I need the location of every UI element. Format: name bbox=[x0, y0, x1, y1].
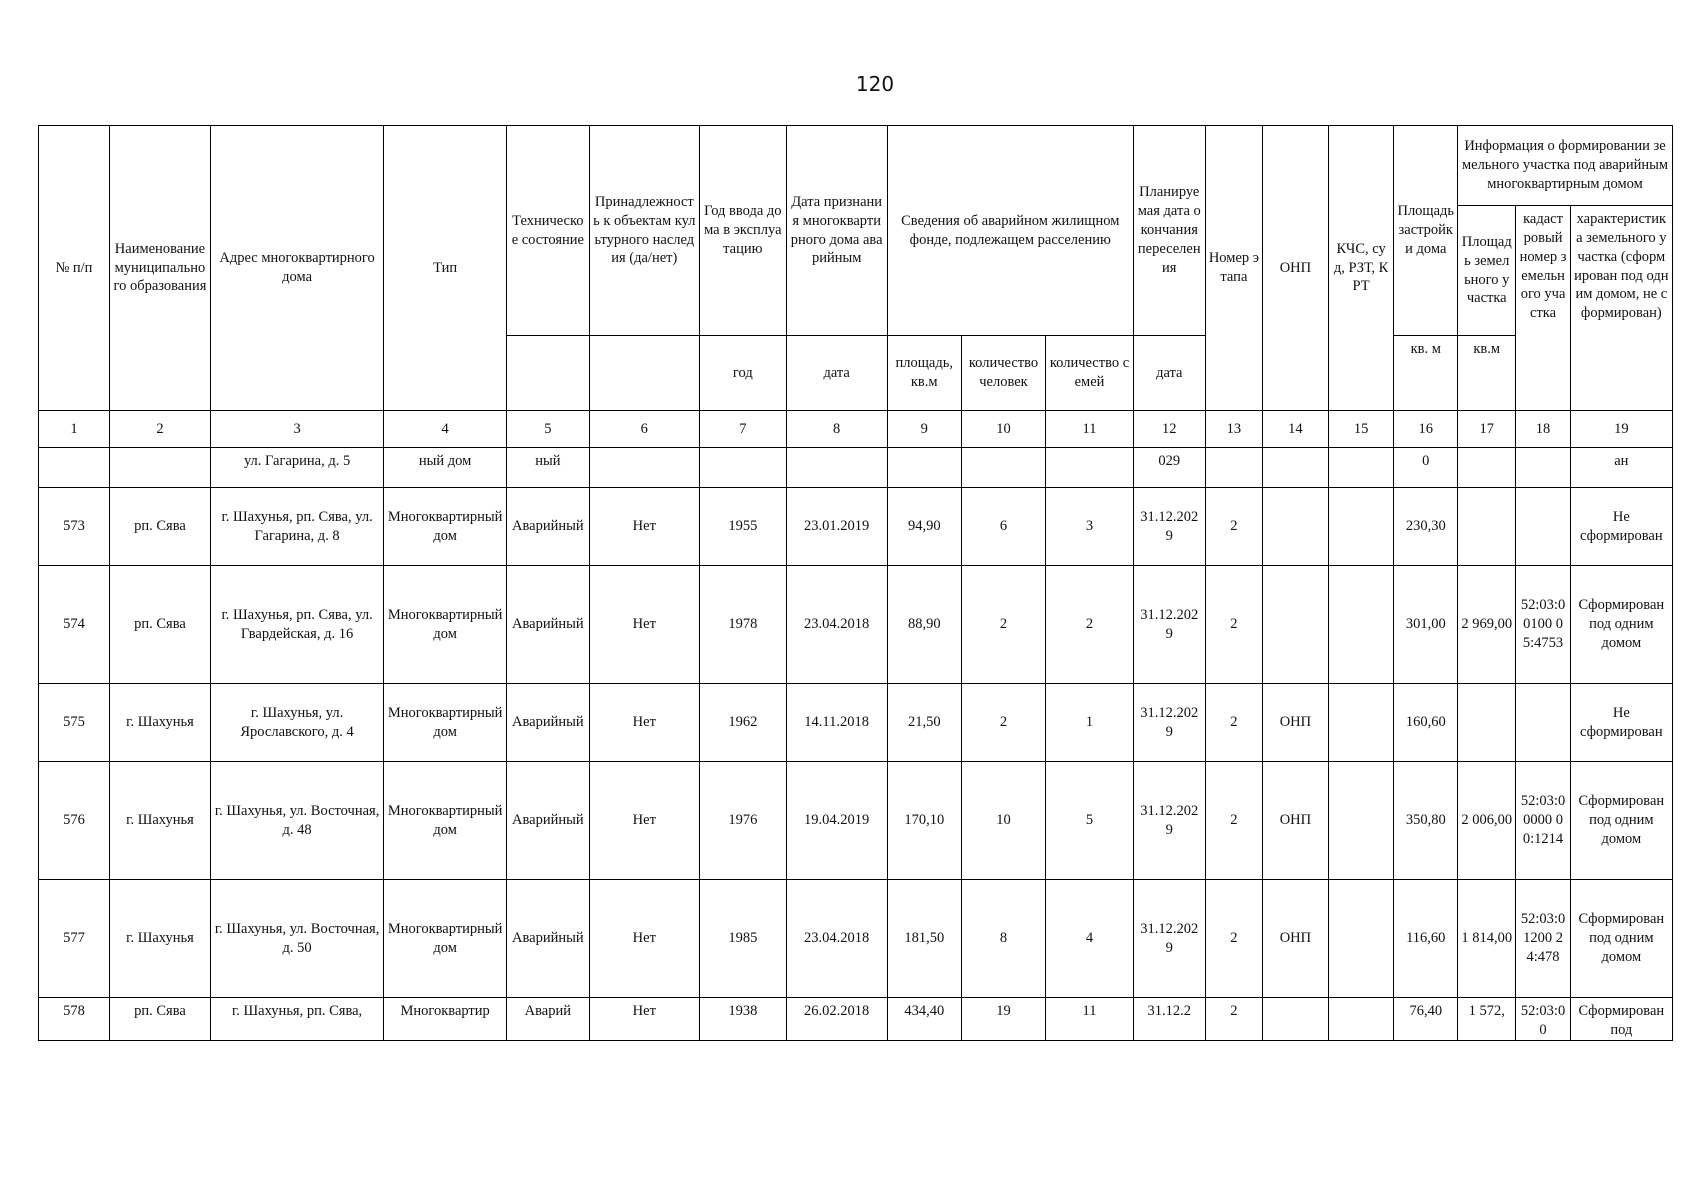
header-sub-people: количество человек bbox=[961, 336, 1045, 411]
cell-condition: ный bbox=[507, 448, 589, 488]
cell-date-emergency: 23.04.2018 bbox=[786, 566, 887, 684]
column-number: 6 bbox=[589, 411, 700, 448]
header-heritage-cont bbox=[589, 336, 700, 411]
cell-area: 170,10 bbox=[887, 762, 961, 880]
cell-cadastral bbox=[1516, 684, 1570, 762]
cell-date-emergency bbox=[786, 448, 887, 488]
cell-heritage bbox=[589, 448, 700, 488]
cell-municipality: рп. Сява bbox=[109, 998, 210, 1041]
cell-municipality: г. Шахунья bbox=[109, 762, 210, 880]
cell-stage: 2 bbox=[1205, 998, 1262, 1041]
cell-planned-end: 31.12.2029 bbox=[1133, 880, 1205, 998]
cell-land-char: Сформирован под bbox=[1570, 998, 1672, 1041]
cell-land-char: ан bbox=[1570, 448, 1672, 488]
table-row bbox=[39, 488, 1673, 566]
cell-area: 88,90 bbox=[887, 566, 961, 684]
cell-year-built: 1955 bbox=[700, 488, 787, 566]
header-condition-cont bbox=[507, 336, 589, 411]
cell-kchs bbox=[1328, 762, 1394, 880]
cell-people: 10 bbox=[961, 762, 1045, 880]
cell-date-emergency: 19.04.2019 bbox=[786, 762, 887, 880]
cell-area: 434,40 bbox=[887, 998, 961, 1041]
cell-stage bbox=[1205, 448, 1262, 488]
column-number: 9 bbox=[887, 411, 961, 448]
cell-area: 181,50 bbox=[887, 880, 961, 998]
cell-building-area: 350,80 bbox=[1394, 762, 1458, 880]
cell-land-area: 2 969,00 bbox=[1458, 566, 1516, 684]
cell-municipality: г. Шахунья bbox=[109, 880, 210, 998]
cell-address: г. Шахунья, рп. Сява, ул. Гагарина, д. 8 bbox=[211, 488, 384, 566]
cell-num bbox=[39, 448, 110, 488]
emergency-housing-table bbox=[38, 125, 1673, 1041]
column-number: 10 bbox=[961, 411, 1045, 448]
cell-condition: Аварийный bbox=[507, 880, 589, 998]
header-sub-families: количество семей bbox=[1046, 336, 1134, 411]
cell-year-built: 1985 bbox=[700, 880, 787, 998]
cell-condition: Аварийный bbox=[507, 566, 589, 684]
cell-address: г. Шахунья, ул. Восточная, д. 48 bbox=[211, 762, 384, 880]
column-number: 12 bbox=[1133, 411, 1205, 448]
cell-type: Многоквартир bbox=[384, 998, 507, 1041]
cell-stage: 2 bbox=[1205, 762, 1262, 880]
cell-type: Многоквартирный дом bbox=[384, 684, 507, 762]
cell-building-area: 230,30 bbox=[1394, 488, 1458, 566]
header-sub-area: площадь, кв.м bbox=[887, 336, 961, 411]
cell-condition: Аварийный bbox=[507, 684, 589, 762]
cell-stage: 2 bbox=[1205, 488, 1262, 566]
cell-land-char: Сформирован под одним домом bbox=[1570, 762, 1672, 880]
cell-people: 2 bbox=[961, 566, 1045, 684]
header-row-1 bbox=[39, 126, 1673, 206]
cell-kchs bbox=[1328, 880, 1394, 998]
column-number: 7 bbox=[700, 411, 787, 448]
column-number: 19 bbox=[1570, 411, 1672, 448]
cell-kchs bbox=[1328, 566, 1394, 684]
column-number: 18 bbox=[1516, 411, 1570, 448]
header-condition: Техническое состояние bbox=[507, 126, 589, 336]
cell-type: Многоквартирный дом bbox=[384, 880, 507, 998]
cell-building-area: 160,60 bbox=[1394, 684, 1458, 762]
header-type: Тип bbox=[384, 126, 507, 411]
cell-families: 2 bbox=[1046, 566, 1134, 684]
header-land-area: Площадь земельного участка bbox=[1458, 206, 1516, 336]
column-number: 4 bbox=[384, 411, 507, 448]
table-row bbox=[39, 880, 1673, 998]
cell-families: 11 bbox=[1046, 998, 1134, 1041]
cell-onp: ОНП bbox=[1263, 684, 1329, 762]
cell-heritage: Нет bbox=[589, 566, 700, 684]
cell-land-char: Сформирован под одним домом bbox=[1570, 880, 1672, 998]
cell-address: г. Шахунья, рп. Сява, ул. Гвардейская, д. 16 bbox=[211, 566, 384, 684]
cell-municipality bbox=[109, 448, 210, 488]
cell-condition: Аварий bbox=[507, 998, 589, 1041]
cell-land-area bbox=[1458, 448, 1516, 488]
column-number: 1 bbox=[39, 411, 110, 448]
cell-type: ный дом bbox=[384, 448, 507, 488]
cell-cadastral: 52:03:00000 00:1214 bbox=[1516, 762, 1570, 880]
cell-heritage: Нет bbox=[589, 762, 700, 880]
cell-land-char: Не сформирован bbox=[1570, 684, 1672, 762]
cell-onp: ОНП bbox=[1263, 762, 1329, 880]
cell-type: Многоквартирный дом bbox=[384, 762, 507, 880]
cell-stage: 2 bbox=[1205, 880, 1262, 998]
cell-families: 5 bbox=[1046, 762, 1134, 880]
cell-onp bbox=[1263, 448, 1329, 488]
column-number: 3 bbox=[211, 411, 384, 448]
column-number: 14 bbox=[1263, 411, 1329, 448]
cell-area bbox=[887, 448, 961, 488]
cell-heritage: Нет bbox=[589, 998, 700, 1041]
cell-people: 19 bbox=[961, 998, 1045, 1041]
data-rows bbox=[39, 448, 1673, 1041]
cell-num: 578 bbox=[39, 998, 110, 1041]
cell-planned-end: 31.12.2029 bbox=[1133, 684, 1205, 762]
header-municipality: Наименование муниципального образования bbox=[109, 126, 210, 411]
cell-cadastral bbox=[1516, 448, 1570, 488]
cell-area: 94,90 bbox=[887, 488, 961, 566]
cell-families bbox=[1046, 448, 1134, 488]
header-planned-end: Планируемая дата окончания переселения bbox=[1133, 126, 1205, 336]
cell-people: 8 bbox=[961, 880, 1045, 998]
cell-land-area bbox=[1458, 488, 1516, 566]
header-unit-land: кв.м bbox=[1458, 336, 1516, 411]
cell-land-area bbox=[1458, 684, 1516, 762]
cell-num: 575 bbox=[39, 684, 110, 762]
cell-families: 3 bbox=[1046, 488, 1134, 566]
cell-building-area: 0 bbox=[1394, 448, 1458, 488]
cell-date-emergency: 23.04.2018 bbox=[786, 880, 887, 998]
cell-kchs bbox=[1328, 448, 1394, 488]
table-row bbox=[39, 566, 1673, 684]
header-unit-area: кв. м bbox=[1394, 336, 1458, 411]
cell-people: 2 bbox=[961, 684, 1045, 762]
cell-municipality: г. Шахунья bbox=[109, 684, 210, 762]
cell-building-area: 301,00 bbox=[1394, 566, 1458, 684]
cell-address: г. Шахунья, ул. Восточная, д. 50 bbox=[211, 880, 384, 998]
header-onp: ОНП bbox=[1263, 126, 1329, 411]
cell-condition: Аварийный bbox=[507, 488, 589, 566]
cell-num: 577 bbox=[39, 880, 110, 998]
cell-onp bbox=[1263, 566, 1329, 684]
cell-type: Многоквартирный дом bbox=[384, 566, 507, 684]
cell-cadastral: 52:03:00 bbox=[1516, 998, 1570, 1041]
column-number: 17 bbox=[1458, 411, 1516, 448]
table-row bbox=[39, 998, 1673, 1041]
cell-land-char: Не сформирован bbox=[1570, 488, 1672, 566]
cell-families: 1 bbox=[1046, 684, 1134, 762]
table-row bbox=[39, 762, 1673, 880]
cell-condition: Аварийный bbox=[507, 762, 589, 880]
cell-planned-end: 31.12.2029 bbox=[1133, 488, 1205, 566]
column-number: 8 bbox=[786, 411, 887, 448]
column-number-row bbox=[39, 411, 1673, 448]
cell-planned-end: 31.12.2029 bbox=[1133, 566, 1205, 684]
cell-kchs bbox=[1328, 488, 1394, 566]
cell-families: 4 bbox=[1046, 880, 1134, 998]
cell-address: г. Шахунья, ул. Ярославского, д. 4 bbox=[211, 684, 384, 762]
page-number: 120 bbox=[855, 72, 895, 96]
column-number: 5 bbox=[507, 411, 589, 448]
cell-year-built: 1978 bbox=[700, 566, 787, 684]
cell-year-built: 1962 bbox=[700, 684, 787, 762]
header-heritage: Принадлежность к объектам культурного наследия (да/нет) bbox=[589, 126, 700, 336]
header-area: Площадь застройки дома bbox=[1394, 126, 1458, 336]
cell-date-emergency: 14.11.2018 bbox=[786, 684, 887, 762]
cell-year-built: 1938 bbox=[700, 998, 787, 1041]
cell-area: 21,50 bbox=[887, 684, 961, 762]
cell-kchs bbox=[1328, 998, 1394, 1041]
cell-planned-end: 029 bbox=[1133, 448, 1205, 488]
cell-onp bbox=[1263, 488, 1329, 566]
column-number: 2 bbox=[109, 411, 210, 448]
column-number: 15 bbox=[1328, 411, 1394, 448]
cell-heritage: Нет bbox=[589, 880, 700, 998]
cell-building-area: 76,40 bbox=[1394, 998, 1458, 1041]
cell-year-built: 1976 bbox=[700, 762, 787, 880]
table-row bbox=[39, 448, 1673, 488]
header-date-emergency: Дата признания многоквартирного дома аварийным bbox=[786, 126, 887, 336]
cell-onp bbox=[1263, 998, 1329, 1041]
header-stage: Номер этапа bbox=[1205, 126, 1262, 411]
cell-date-emergency: 23.01.2019 bbox=[786, 488, 887, 566]
cell-year-built bbox=[700, 448, 787, 488]
cell-stage: 2 bbox=[1205, 684, 1262, 762]
cell-kchs bbox=[1328, 684, 1394, 762]
cell-heritage: Нет bbox=[589, 684, 700, 762]
cell-cadastral: 52:03:01200 24:478 bbox=[1516, 880, 1570, 998]
cell-people: 6 bbox=[961, 488, 1045, 566]
cell-cadastral bbox=[1516, 488, 1570, 566]
header-cadastral: кадастровый номер земельного участка bbox=[1516, 206, 1570, 411]
cell-land-char: Сформирован под одним домом bbox=[1570, 566, 1672, 684]
cell-municipality: рп. Сява bbox=[109, 488, 210, 566]
header-land-group: Информация о формировании земельного участка под аварийным многоквартирным домом bbox=[1458, 126, 1673, 206]
cell-address: г. Шахунья, рп. Сява, bbox=[211, 998, 384, 1041]
header-num: № п/п bbox=[39, 126, 110, 411]
column-number: 11 bbox=[1046, 411, 1134, 448]
cell-num: 573 bbox=[39, 488, 110, 566]
cell-cadastral: 52:03:00100 05:4753 bbox=[1516, 566, 1570, 684]
cell-type: Многоквартирный дом bbox=[384, 488, 507, 566]
header-sub-year: год bbox=[700, 336, 787, 411]
cell-land-area: 2 006,00 bbox=[1458, 762, 1516, 880]
cell-planned-end: 31.12.2029 bbox=[1133, 762, 1205, 880]
cell-stage: 2 bbox=[1205, 566, 1262, 684]
header-sub-date2: дата bbox=[1133, 336, 1205, 411]
cell-num: 574 bbox=[39, 566, 110, 684]
header-info-group: Сведения об аварийном жилищном фонде, подлежащем расселению bbox=[887, 126, 1133, 336]
column-number: 16 bbox=[1394, 411, 1458, 448]
cell-address: ул. Гагарина, д. 5 bbox=[211, 448, 384, 488]
cell-building-area: 116,60 bbox=[1394, 880, 1458, 998]
cell-land-area: 1 814,00 bbox=[1458, 880, 1516, 998]
column-number: 13 bbox=[1205, 411, 1262, 448]
header-year-built: Год ввода дома в эксплуатацию bbox=[700, 126, 787, 336]
header-kchs: КЧС, суд, РЗТ, КРТ bbox=[1328, 126, 1394, 411]
cell-date-emergency: 26.02.2018 bbox=[786, 998, 887, 1041]
header-address: Адрес многоквартирного дома bbox=[211, 126, 384, 411]
cell-municipality: рп. Сява bbox=[109, 566, 210, 684]
cell-people bbox=[961, 448, 1045, 488]
header-sub-date: дата bbox=[786, 336, 887, 411]
cell-heritage: Нет bbox=[589, 488, 700, 566]
cell-land-area: 1 572, bbox=[1458, 998, 1516, 1041]
header-land-char: характеристика земельного участка (сформирован под одним домом, не сформирован) bbox=[1570, 206, 1672, 411]
cell-onp: ОНП bbox=[1263, 880, 1329, 998]
cell-planned-end: 31.12.2 bbox=[1133, 998, 1205, 1041]
table-row bbox=[39, 684, 1673, 762]
cell-num: 576 bbox=[39, 762, 110, 880]
